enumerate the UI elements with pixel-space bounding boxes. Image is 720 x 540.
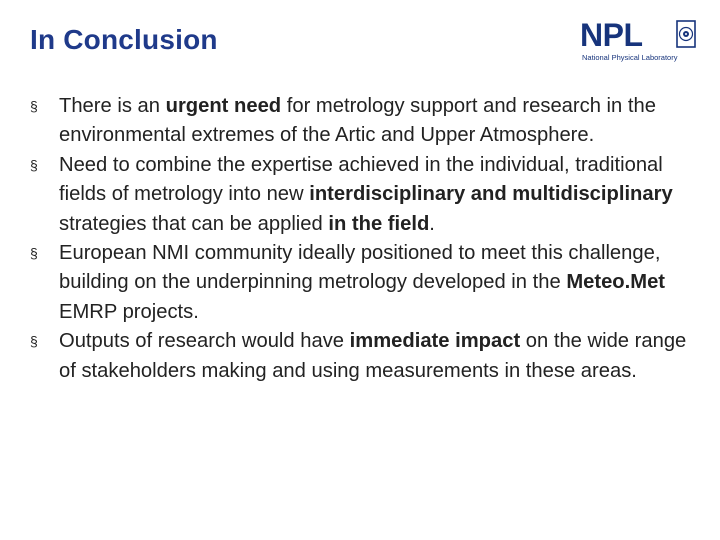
bullet-text: strategies that can be applied xyxy=(59,212,329,235)
bullet-text: for metrology support and research in the environmental extremes of the Artic and Upper Atmosphere. xyxy=(59,95,656,147)
slide-title: In Conclusion xyxy=(30,24,218,55)
bullet-emphasis-text: Meteo.Met xyxy=(566,271,666,294)
bullet-emphasis-text: interdisciplinary and multidisciplinary xyxy=(309,183,673,206)
bullet-emphasis-text: urgent need xyxy=(165,95,282,117)
bullet-text: There is an xyxy=(59,95,166,117)
bullet-marker: § xyxy=(30,156,38,173)
bullet-item xyxy=(30,327,700,386)
bullet-emphasis-text: immediate impact xyxy=(349,330,521,353)
bullet-text: European NMI community ideally positioned to meet this challenge, building on the underpinning metrology developed in the xyxy=(59,242,661,294)
bullet-text: EMRP projects. xyxy=(59,300,199,323)
logo-subtitle: National Physical Laboratory xyxy=(582,53,678,62)
bullet-marker: § xyxy=(30,98,38,114)
bullet-list xyxy=(30,92,700,386)
logo-wordmark: NPL xyxy=(580,17,643,53)
seal-icon xyxy=(676,20,696,48)
bullet-item xyxy=(30,92,700,151)
bullet-text: Need to combine the expertise achieved in the individual, traditional fields of metrology into new xyxy=(59,153,663,206)
bullet-text: . xyxy=(429,212,435,235)
npl-logo xyxy=(580,18,698,68)
bullet-item xyxy=(30,239,700,327)
bullet-emphasis-text: in the field xyxy=(328,212,430,235)
bullet-text: Outputs of research would have xyxy=(59,330,350,353)
bullet-marker: § xyxy=(30,333,38,350)
bullet-marker: § xyxy=(30,245,38,262)
bullet-text: on the wide range of stakeholders making and using measurements in these areas. xyxy=(59,330,687,382)
bullet-item xyxy=(30,151,700,239)
